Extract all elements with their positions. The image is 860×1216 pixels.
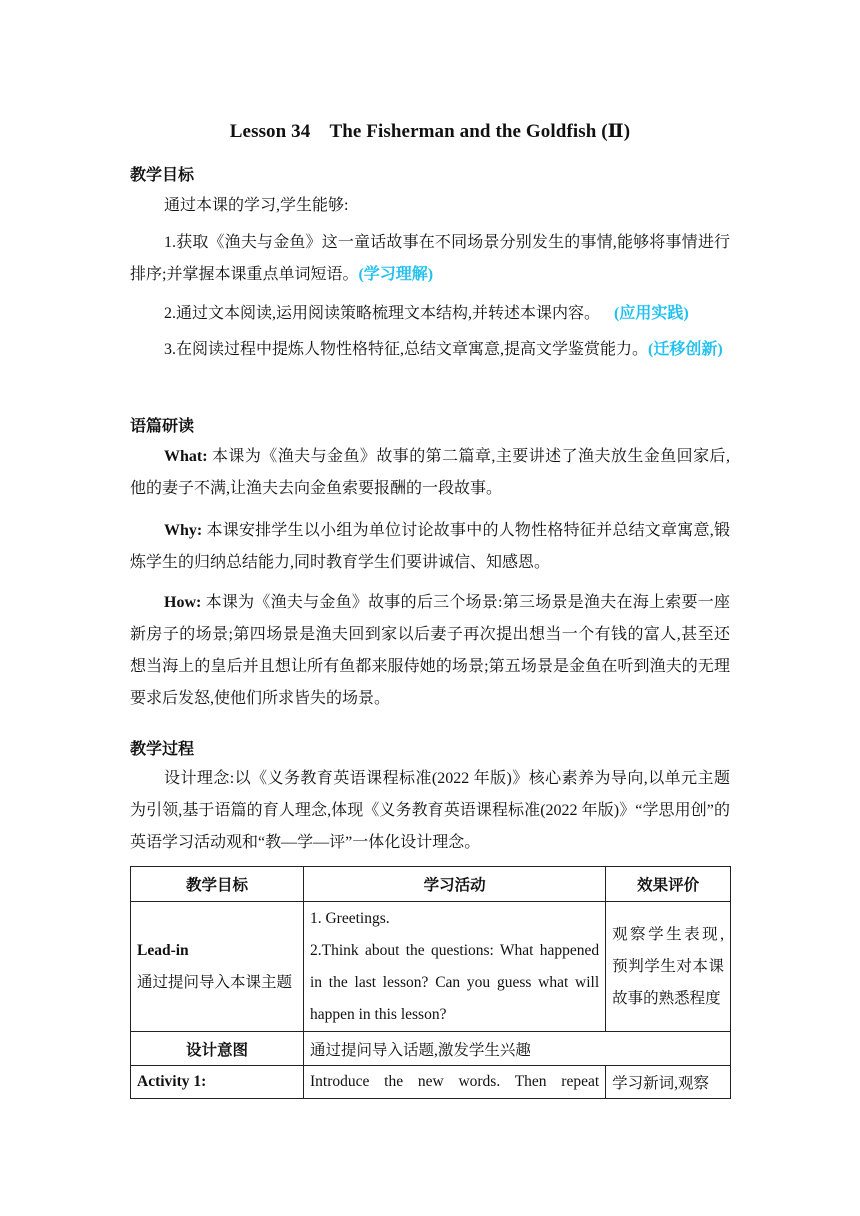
activity1-eval: 学习新词,观察 xyxy=(606,1066,731,1099)
design-concept: 设计理念:以《义务教育英语课程标准(2022 年版)》核心素养为导向,以单元主题为引领,基于语篇的育人理念,体现《义务教育英语课程标准(2022 年版)》“学思用创”的英语学习活动观和“教—学—评”一体化设计理念。 xyxy=(130,770,730,851)
objective-2 xyxy=(130,298,730,330)
leadin-eval-cell: 观察学生表现,预判学生对本课故事的熟悉程度 xyxy=(606,902,731,1032)
what-text: 本课为《渔夫与金鱼》故事的第二篇章,主要讲述了渔夫放生金鱼回家后,他的妻子不满,让渔夫去向金鱼索要报酬的一段故事。 xyxy=(130,448,730,497)
objective-1-tag: (学习理解) xyxy=(358,266,434,283)
intent-label: 设计意图 xyxy=(131,1032,304,1066)
table-row xyxy=(131,1032,731,1066)
intent-text: 通过提问导入话题,激发学生兴趣 xyxy=(303,1032,730,1066)
leadin-activity-2: 2.Think about the questions: What happened in the last lesson? Can you guess what will happen in this lesson? xyxy=(309,941,600,1023)
objective-3-text: 3.在阅读过程中提炼人物性格特征,总结文章寓意,提高文学鉴赏能力。 xyxy=(164,341,649,358)
objective-2-tag: (应用实践) xyxy=(614,305,689,322)
table-row xyxy=(131,1066,731,1099)
why-paragraph xyxy=(130,515,730,579)
leadin-activity-1: 1. Greetings. xyxy=(309,909,390,927)
table-header-row xyxy=(131,867,731,902)
process-heading: 教学过程 xyxy=(130,741,195,758)
header-evaluation: 效果评价 xyxy=(606,867,731,902)
table-row xyxy=(131,902,731,1032)
header-activity: 学习活动 xyxy=(303,867,605,902)
leadin-goal: 通过提问导入本课主题 xyxy=(137,973,293,991)
leadin-goal-cell xyxy=(131,902,304,1032)
objective-1 xyxy=(130,227,730,291)
text-study-heading: 语篇研读 xyxy=(130,418,195,435)
objective-3 xyxy=(130,334,730,366)
objective-1-text: 1.获取《渔夫与金鱼》这一童话故事在不同场景分别发生的事情,能够将事情进行排序;并掌握本课重点单词短语。 xyxy=(130,234,730,283)
lesson-table xyxy=(130,866,731,1099)
why-label: Why: xyxy=(164,522,203,539)
how-label: How: xyxy=(164,594,202,611)
header-goal: 教学目标 xyxy=(131,867,304,902)
what-label: What: xyxy=(164,448,208,465)
lesson-title: Lesson 34 The Fisherman and the Goldfish (Ⅱ) xyxy=(229,121,631,142)
objective-3-tag: (迁移创新) xyxy=(648,341,723,358)
why-text: 本课安排学生以小组为单位讨论故事中的人物性格特征并总结文章寓意,锻炼学生的归纳总结能力,同时教育学生们要讲诚信、知感恩。 xyxy=(130,522,730,571)
objectives-intro: 通过本课的学习,学生能够: xyxy=(164,197,349,214)
objective-2-text: 2.通过文本阅读,运用阅读策略梳理文本结构,并转述本课内容。 xyxy=(164,305,601,322)
leadin-activity-cell xyxy=(303,902,605,1032)
objectives-heading: 教学目标 xyxy=(130,167,195,184)
how-text: 本课为《渔夫与金鱼》故事的后三个场景:第三场景是渔夫在海上索要一座新房子的场景;第四场景是渔夫回到家以后妻子再次提出想当一个有钱的富人,甚至还想当海上的皇后并且想让所有鱼都来服侍她的场景;第五场景是金鱼在听到渔夫的无理要求后发怒,使他们所求皆失的场景。 xyxy=(130,594,730,707)
what-paragraph xyxy=(130,441,730,505)
activity1-title: Activity 1: xyxy=(131,1066,304,1099)
how-paragraph xyxy=(130,587,730,715)
leadin-title: Lead-in xyxy=(137,941,189,959)
activity1-text: Introduce the new words. Then repeat xyxy=(303,1066,605,1099)
